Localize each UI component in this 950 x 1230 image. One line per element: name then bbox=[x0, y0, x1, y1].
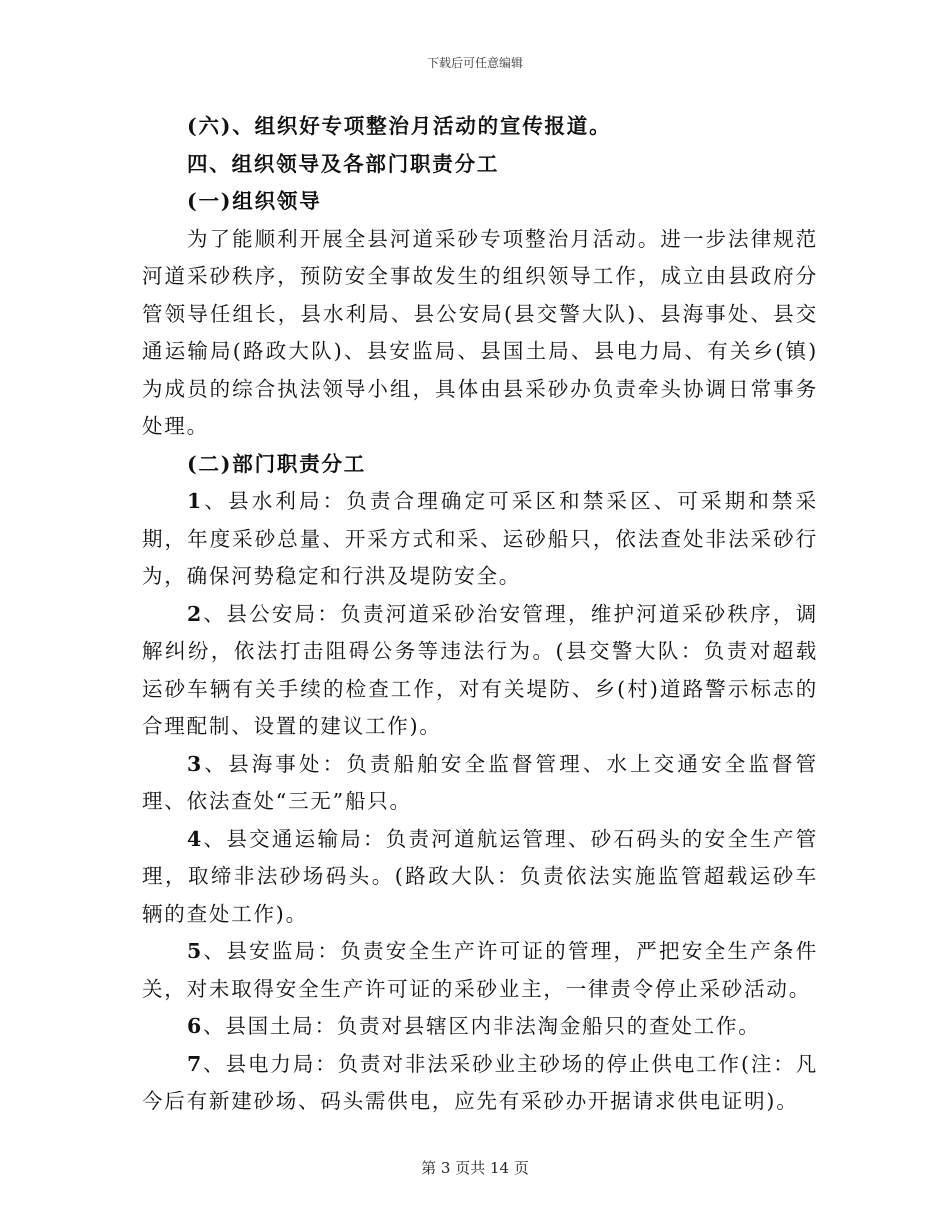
subheading-duties bbox=[142, 446, 818, 484]
paragraph-text: (一)组织领导 bbox=[187, 189, 322, 213]
paragraph-organization bbox=[142, 221, 818, 446]
item-number: 7 bbox=[187, 1051, 204, 1076]
paragraph-text: (六)、组织好专项整治月活动的宣传报道。 bbox=[187, 114, 612, 138]
paragraph-heading-6 bbox=[142, 108, 818, 146]
duty-item-7 bbox=[142, 1046, 818, 1121]
item-number: 1 bbox=[187, 489, 204, 513]
duty-item-5 bbox=[142, 933, 818, 1008]
duty-item-6 bbox=[142, 1008, 818, 1046]
duty-item-1 bbox=[142, 483, 818, 596]
item-number: 6 bbox=[187, 1014, 204, 1038]
paragraph-text: 、县公安局：负责河道采砂治安管理，维护河道采砂秩序，调解纠纷，依法打击阻碍公务等违法行为。(县交警大队：负责对超载运砂车辆有关手续的检查工作，对有关堤防、乡(村)道路警示标志的合理配制、设置的建议工作)。 bbox=[142, 601, 818, 738]
paragraph-text: 、县水利局：负责合理确定可采区和禁采区、可采期和禁采期，年度采砂总量、开采方式和采、运砂船只，依法查处非法采砂行为，确保河势稳定和行洪及堤防安全。 bbox=[142, 489, 818, 588]
subheading-organization bbox=[142, 183, 818, 221]
paragraph-text: 、县海事处：负责船舶安全监督管理、水上交通安全监督管理、依法查处“三无”船只。 bbox=[142, 751, 818, 813]
paragraph-text: 、县国土局：负责对县辖区内非法淘金船只的查处工作。 bbox=[203, 1014, 761, 1038]
item-number: 4 bbox=[187, 826, 204, 851]
item-number: 5 bbox=[187, 939, 204, 963]
item-number: 2 bbox=[187, 601, 204, 626]
duty-item-3 bbox=[142, 746, 818, 821]
header-note: 下载后可任意编辑 bbox=[426, 56, 523, 70]
paragraph-text: 四、组织领导及各部门职责分工 bbox=[187, 151, 500, 176]
item-number: 3 bbox=[187, 751, 204, 776]
duty-item-2 bbox=[142, 596, 818, 746]
paragraph-text: (二)部门职责分工 bbox=[187, 451, 367, 476]
paragraph-text: 、县安监局：负责安全生产许可证的管理，严把安全生产条件关，对未取得安全生产许可证的采砂业主，一律责令停止采砂活动。 bbox=[142, 939, 818, 1001]
paragraph-text: 为了能顺利开展全县河道采砂专项整治月活动。进一步法律规范河道采砂秩序，预防安全事故发生的组织领导工作，成立由县政府分管领导任组长，县水利局、县公安局(县交警大队)、县海事处、县交通运输局(路政大队)、县安监局、县国土局、县电力局、有关乡(镇)为成员的综合执法领导小组，具体由县采砂办负责牵头协调日常事务处理。 bbox=[142, 226, 818, 438]
duty-item-4 bbox=[142, 821, 818, 934]
document-body bbox=[142, 108, 818, 1121]
paragraph-text: 、县交通运输局：负责河道航运管理、砂石码头的安全生产管理，取缔非法砂场码头。(路政大队：负责依法实施监管超载运砂车辆的查处工作)。 bbox=[142, 826, 818, 926]
paragraph-text: 、县电力局：负责对非法采砂业主砂场的停止供电工作(注：凡今后有新建砂场、码头需供电，应先有采砂办开据请求供电证明)。 bbox=[142, 1051, 818, 1113]
section-heading-4 bbox=[142, 146, 818, 184]
page-number-footer: 第 3 页共 14 页 bbox=[421, 1159, 529, 1177]
